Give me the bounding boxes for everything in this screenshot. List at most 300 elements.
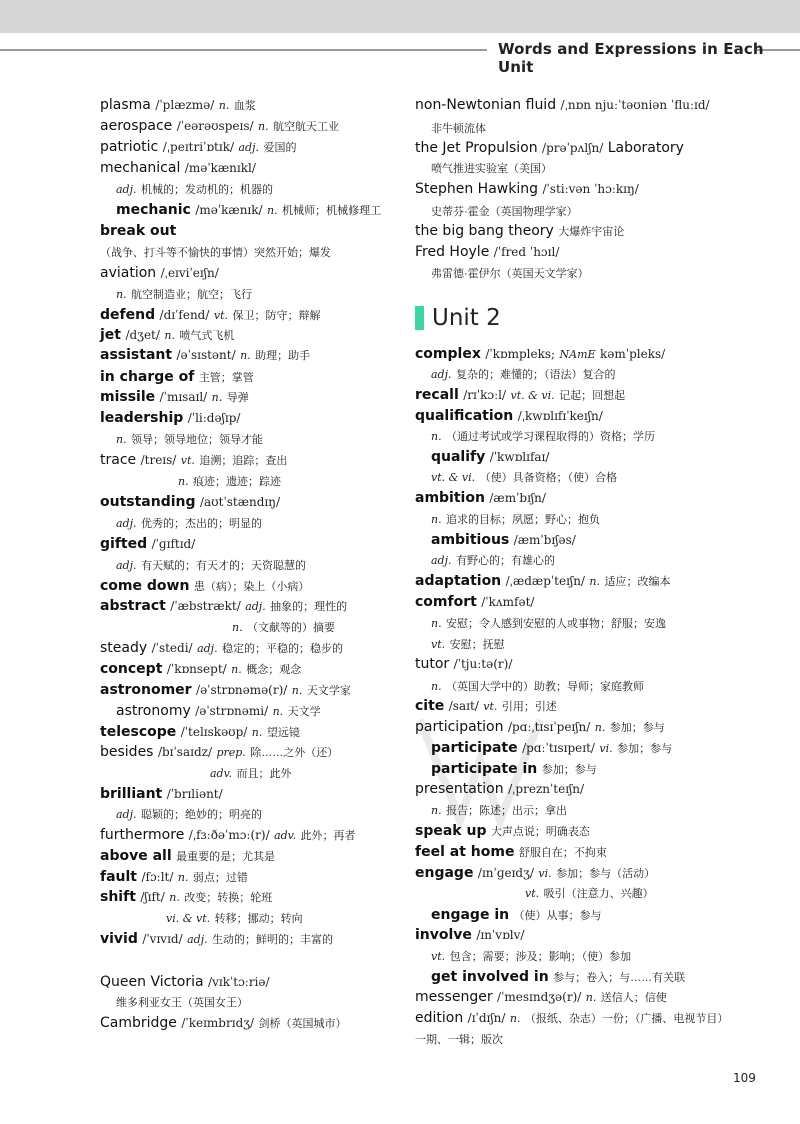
part-of-speech: adj. — [431, 368, 452, 381]
phonetic: /ɪnˈvɒlv/ — [476, 928, 525, 942]
entry-row — [415, 656, 512, 672]
header-rule — [0, 49, 487, 51]
part-of-speech: n. — [431, 430, 442, 443]
part-of-speech: adj. — [116, 183, 137, 196]
definition: 弗雷德·霍伊尔（英国天文学家） — [431, 268, 589, 280]
definition: 弱点；过错 — [192, 872, 248, 884]
headword: missile — [100, 389, 156, 405]
entry-row — [100, 265, 219, 281]
part-of-speech: n. — [218, 99, 230, 112]
definition: 望远镜 — [266, 727, 300, 739]
entry-row — [100, 869, 248, 885]
definition: 引用；引述 — [501, 701, 557, 713]
definition: 喷气式飞机 — [179, 330, 235, 342]
headword-continued: Laboratory — [607, 140, 684, 156]
definition: 参加；参与（活动） — [556, 868, 656, 880]
entry-row — [100, 369, 254, 385]
definition: 此外；再者 — [300, 830, 356, 842]
phonetic: /prəˈpʌlʃn/ — [542, 141, 604, 155]
entry-row — [100, 598, 347, 614]
headword: break out — [100, 223, 177, 239]
sense-row — [100, 244, 331, 260]
definition: 领导；领导地位；领导才能 — [131, 434, 264, 446]
headword: abstract — [100, 598, 166, 614]
entry-row — [415, 140, 684, 156]
headword: trace — [100, 452, 137, 468]
part-of-speech: n. — [251, 726, 263, 739]
definition: 吸引（注意力、兴趣） — [543, 888, 654, 900]
headword: comfort — [415, 594, 477, 610]
watermark-logo — [400, 700, 560, 840]
entry-row — [100, 744, 338, 760]
phonetic: /ˈkwɒlɪfaɪ/ — [489, 450, 550, 464]
definition: 改变；转换；轮班 — [184, 892, 273, 904]
part-of-speech: vi. — [538, 867, 552, 880]
headword: edition — [415, 1010, 464, 1026]
sense-row — [166, 910, 303, 926]
part-of-speech: vt. — [431, 638, 446, 651]
headword: adaptation — [415, 573, 502, 589]
entry-row — [100, 889, 272, 905]
headword: recall — [415, 387, 459, 403]
headword: qualification — [415, 408, 514, 424]
phonetic: kəmˈpleks/ — [600, 347, 666, 361]
phonetic: /ˈliːdəʃɪp/ — [187, 411, 241, 425]
definition: （战争、打斗等不愉快的事情）突然开始；爆发 — [100, 247, 331, 259]
definition: （英国大学中的）助教；导师；家庭教师 — [446, 681, 645, 693]
entry-row — [415, 97, 710, 113]
headword: qualify — [431, 449, 486, 465]
part-of-speech: n. — [589, 575, 601, 588]
phonetic: /ˈkɒmpleks; — [485, 347, 556, 361]
headword: non-Newtonian fluid — [415, 97, 557, 113]
headword: besides — [100, 744, 154, 760]
definition: 稳定的；平稳的；稳步的 — [222, 643, 344, 655]
part-of-speech: vt. & vi. — [510, 389, 555, 402]
headword: mechanical — [100, 160, 181, 176]
part-of-speech: vt. — [213, 309, 228, 322]
phonetic: /pɑːˌtɪsɪˈpeɪʃn/ — [507, 720, 591, 734]
phonetic: /ˌædæpˈteɪʃn/ — [505, 574, 585, 588]
phonetic: /ˈæbstrækt/ — [170, 599, 241, 613]
entry-row — [100, 661, 301, 677]
phonetic: /ˌfɜːðəˈmɔː(r)/ — [188, 828, 270, 842]
headword: mechanic — [116, 202, 191, 218]
headword: leadership — [100, 410, 184, 426]
definition: 而且；此外 — [236, 768, 292, 780]
phonetic: /əˈstrɒnəmi/ — [195, 704, 269, 718]
sense-row — [525, 885, 654, 901]
entry-row — [100, 223, 176, 239]
definition: 史蒂芬·霍金（英国物理学家） — [431, 206, 578, 218]
part-of-speech: vi. — [599, 742, 613, 755]
definition: 优秀的；杰出的；明显的 — [140, 518, 262, 530]
entry-row — [415, 346, 665, 362]
definition: 航空制造业；航空；飞行 — [131, 289, 253, 301]
entry-row — [415, 408, 603, 424]
part-of-speech: n. — [116, 288, 127, 301]
part-of-speech: n. — [267, 204, 278, 217]
phonetic: /rɪˈkɔːl/ — [463, 388, 507, 402]
definition: 安慰；抚慰 — [449, 639, 505, 651]
sense-row — [431, 160, 552, 176]
phonetic: /ˈstiːvən ˈhɔːkɪŋ/ — [542, 182, 639, 196]
phonetic: /ˈmesɪndʒə(r)/ — [497, 990, 582, 1004]
entry-row — [100, 827, 356, 843]
top-gray-band — [0, 0, 800, 33]
entry-row — [100, 410, 240, 426]
phonetic: /ˈkeɪmbrɪdʒ/ — [181, 1016, 255, 1030]
definition: 追求的目标；夙愿；野心；抱负 — [446, 514, 601, 526]
part-of-speech: vt. — [525, 887, 540, 900]
phonetic: /ˈvɪvɪd/ — [142, 932, 183, 946]
headword: patriotic — [100, 139, 159, 155]
definition: 概念；观念 — [246, 664, 302, 676]
phonetic: /dɪˈfend/ — [159, 308, 210, 322]
page-number: 109 — [733, 1071, 756, 1085]
entry-row — [100, 578, 309, 594]
sense-row — [431, 511, 600, 527]
sense-row — [116, 557, 306, 573]
headword: vivid — [100, 931, 138, 947]
entry-row — [100, 848, 275, 864]
phonetic: /ˈmɪsaɪl/ — [159, 390, 208, 404]
headword: cite — [415, 698, 445, 714]
entry-row — [100, 389, 249, 405]
definition: 喷气推进实验室（美国） — [431, 163, 552, 175]
phonetic: /ɪˈdɪʃn/ — [467, 1011, 506, 1025]
headword: participation — [415, 719, 504, 735]
definition: 复杂的；难懂的；（语法）复合的 — [455, 369, 616, 381]
part-of-speech: n. — [509, 1012, 521, 1025]
definition: 转移；挪动；转向 — [214, 913, 303, 925]
phonetic: /æmˈbɪʃn/ — [489, 491, 546, 505]
entry-row — [431, 532, 576, 548]
definition: 血浆 — [233, 100, 256, 112]
part-of-speech: adj. — [197, 642, 218, 655]
part-of-speech: vt. — [180, 454, 195, 467]
sense-row — [116, 515, 262, 531]
headword: engage in — [431, 907, 510, 923]
sense-row — [431, 428, 655, 444]
phonetic: /ˈstedi/ — [151, 641, 193, 655]
part-of-speech: adj. — [245, 600, 266, 613]
headword: aerospace — [100, 118, 173, 134]
entry-row — [415, 989, 667, 1005]
definition: 聪颖的；绝妙的；明亮的 — [140, 809, 262, 821]
phonetic: /aʊtˈstændɪŋ/ — [199, 495, 281, 509]
part-of-speech: n. — [116, 433, 127, 446]
definition: 大声点说；明确表态 — [490, 826, 590, 838]
sense-row — [431, 203, 578, 219]
part-of-speech: n. — [169, 891, 180, 904]
definition: 包含；需要；涉及；影响；（使）参加 — [449, 951, 632, 963]
headword: above all — [100, 848, 172, 864]
entry-row — [100, 494, 280, 510]
part-of-speech: n. — [585, 991, 597, 1004]
definition: 痕迹；遗迹；踪迹 — [193, 476, 282, 488]
part-of-speech: vt. & vi. — [431, 471, 476, 484]
entry-row — [431, 449, 549, 465]
definition: 最重要的是；尤其是 — [176, 851, 276, 863]
headword: involve — [415, 927, 472, 943]
definition: 适应；改编本 — [604, 576, 671, 588]
sense-row — [415, 1031, 503, 1047]
headword: steady — [100, 640, 148, 656]
definition: 参加；参与 — [609, 722, 665, 734]
sense-row — [431, 636, 505, 652]
part-of-speech: adj. — [238, 141, 259, 154]
entry-row — [100, 307, 320, 323]
phonetic: /ˌeɪviˈeɪʃn/ — [160, 266, 219, 280]
sense-row — [178, 473, 281, 489]
headword: furthermore — [100, 827, 185, 843]
part-of-speech: n. — [431, 617, 442, 630]
phonetic: /æmˈbɪʃəs/ — [513, 533, 576, 547]
definition: 有野心的；有雄心的 — [455, 555, 555, 567]
part-of-speech: adv. — [274, 829, 297, 842]
headword: come down — [100, 578, 190, 594]
part-of-speech: adj. — [187, 933, 208, 946]
phonetic: /ˌpeɪtriˈɒtɪk/ — [162, 140, 235, 154]
entry-row — [100, 118, 339, 134]
headword: in charge of — [100, 369, 195, 385]
entry-row — [116, 703, 321, 719]
phonetic: /ˈɡɪftɪd/ — [151, 537, 196, 551]
sense-row — [116, 806, 262, 822]
sense-row — [116, 286, 252, 302]
headword: brilliant — [100, 786, 163, 802]
entry-row — [431, 907, 602, 923]
entry-row — [100, 931, 333, 947]
definition: 报告；陈述；出示；拿出 — [446, 805, 568, 817]
headword: fault — [100, 869, 137, 885]
definition: 患（病）；染上（小病） — [193, 581, 310, 593]
phonetic-variant-label: NAmE — [559, 348, 596, 361]
definition: （文献等的）摘要 — [247, 622, 336, 634]
definition: 抽象的；理性的 — [270, 601, 348, 613]
headword: the big bang theory — [415, 223, 554, 239]
part-of-speech: n. — [232, 621, 243, 634]
headword: Cambridge — [100, 1015, 177, 1031]
entry-row — [100, 1015, 347, 1031]
sense-row — [232, 619, 335, 635]
running-header-title: Words and Expressions in Each Unit — [498, 40, 764, 76]
headword: participate in — [431, 761, 538, 777]
part-of-speech: adj. — [116, 559, 137, 572]
headword: gifted — [100, 536, 148, 552]
phonetic: /ˈplæzmə/ — [155, 98, 215, 112]
sense-row — [431, 469, 617, 485]
phonetic: /əˈstrɒnəmə(r)/ — [196, 683, 288, 697]
headword: shift — [100, 889, 136, 905]
definition: （使）具备资格；（使）合格 — [479, 472, 618, 484]
entry-row — [415, 927, 524, 943]
entry-row — [415, 594, 534, 610]
entry-row — [415, 244, 559, 260]
headword: Fred Hoyle — [415, 244, 490, 260]
headword: participate — [431, 740, 518, 756]
headword: the Jet Propulsion — [415, 140, 538, 156]
definition: 参加；参与 — [541, 764, 597, 776]
phonetic: /ˈtjuːtə(r)/ — [453, 657, 513, 671]
phonetic: /ˌpreznˈteɪʃn/ — [508, 782, 585, 796]
phonetic: /dʒet/ — [125, 328, 160, 342]
headword: complex — [415, 346, 481, 362]
entry-row — [415, 181, 639, 197]
headword: engage — [415, 865, 474, 881]
part-of-speech: n. — [258, 120, 269, 133]
part-of-speech: n. — [431, 513, 442, 526]
definition: 大爆炸宇宙论 — [558, 226, 625, 238]
part-of-speech: adv. — [210, 767, 233, 780]
definition: 机械的；发动机的；机器的 — [140, 184, 273, 196]
sense-row — [431, 615, 666, 631]
headword: speak up — [415, 823, 487, 839]
phonetic: /ɪnˈɡeɪdʒ/ — [477, 866, 534, 880]
headword: tutor — [415, 656, 450, 672]
part-of-speech: n. — [164, 329, 175, 342]
entry-row — [415, 223, 624, 239]
entry-row — [100, 974, 270, 990]
phonetic: /ˈeərəʊspeɪs/ — [176, 119, 254, 133]
headword: aviation — [100, 265, 157, 281]
phonetic: /vɪkˈtɔːriə/ — [208, 975, 270, 989]
definition: （使）从事；参与 — [513, 910, 602, 922]
entry-row — [100, 786, 223, 802]
part-of-speech: n. — [178, 475, 189, 488]
part-of-speech: n. — [272, 705, 284, 718]
part-of-speech: adj. — [116, 517, 137, 530]
entry-row — [415, 573, 670, 589]
sense-row — [116, 431, 263, 447]
phonetic: /saɪt/ — [448, 699, 479, 713]
sense-row — [431, 948, 631, 964]
entry-row — [116, 202, 381, 218]
headword: Stephen Hawking — [415, 181, 538, 197]
definition: （报纸、杂志）一份；（广播、电视节目） — [524, 1013, 729, 1025]
entry-row — [100, 682, 351, 698]
entry-row — [100, 97, 256, 113]
phonetic: /məˈkænɪk/ — [195, 203, 263, 217]
definition: 主管；掌管 — [198, 372, 254, 384]
phonetic: /ʃɪft/ — [140, 890, 165, 904]
definition: 剑桥（英国城市） — [258, 1018, 347, 1030]
definition: 记起；回想起 — [559, 390, 626, 402]
entry-row — [100, 139, 296, 155]
headword: feel at home — [415, 844, 515, 860]
definition: 保卫；防守；辩解 — [232, 310, 321, 322]
part-of-speech: n. — [291, 684, 303, 697]
headword: defend — [100, 307, 156, 323]
headword: assistant — [100, 347, 173, 363]
headword: presentation — [415, 781, 504, 797]
part-of-speech: vi. & vt. — [166, 912, 211, 925]
part-of-speech: adj. — [431, 554, 452, 567]
sense-row — [431, 120, 486, 136]
entry-row — [100, 452, 287, 468]
entry-row — [100, 536, 195, 552]
part-of-speech: vt. — [431, 950, 446, 963]
entry-row — [100, 160, 256, 176]
definition: 参加；参与 — [617, 743, 673, 755]
phonetic: /ˈbrɪliənt/ — [166, 787, 223, 801]
headword: ambition — [415, 490, 485, 506]
definition: 安慰；令人感到安慰的人或事物；舒服；安逸 — [446, 618, 667, 630]
entry-row — [415, 387, 625, 403]
entry-row — [415, 844, 607, 860]
entry-row — [415, 865, 655, 881]
part-of-speech: n. — [177, 871, 189, 884]
sense-row — [116, 994, 248, 1010]
definition: 一期、一辑；版次 — [415, 1034, 503, 1046]
phonetic: /ˈtelɪskəʊp/ — [180, 725, 248, 739]
part-of-speech: n. — [231, 663, 242, 676]
phonetic: /məˈkænɪkl/ — [184, 161, 256, 175]
headword: messenger — [415, 989, 493, 1005]
headword: ambitious — [431, 532, 510, 548]
definition: 送信人；信使 — [600, 992, 667, 1004]
definition: 天文学家 — [306, 685, 351, 697]
part-of-speech: prep. — [216, 746, 246, 759]
entry-row — [431, 969, 685, 985]
phonetic: /fɔːlt/ — [141, 870, 174, 884]
phonetic: /ˈfred ˈhɔɪl/ — [493, 245, 560, 259]
unit-title: Unit 2 — [432, 305, 501, 331]
headword: telescope — [100, 724, 177, 740]
definition: 航空航天工业 — [273, 121, 340, 133]
phonetic: /ˌkwɒlɪfɪˈkeɪʃn/ — [517, 409, 603, 423]
phonetic: /bɪˈsaɪdz/ — [157, 745, 212, 759]
sense-row — [431, 552, 555, 568]
phonetic: /ˈkʌmfət/ — [481, 595, 535, 609]
definition: 除……之外（还） — [250, 747, 339, 759]
part-of-speech: vt. — [483, 700, 498, 713]
definition: （通过考试或学习课程取得的）资格；学历 — [446, 431, 656, 443]
entry-row — [415, 490, 546, 506]
definition: 天文学 — [287, 706, 321, 718]
headword: Queen Victoria — [100, 974, 204, 990]
sense-row — [116, 181, 273, 197]
part-of-speech: n. — [431, 804, 442, 817]
headword: concept — [100, 661, 163, 677]
phonetic: /ˈkɒnsept/ — [166, 662, 227, 676]
entry-row — [100, 640, 343, 656]
sense-row — [431, 265, 589, 281]
definition: 机械师；机械修理工 — [282, 205, 382, 217]
headword: jet — [100, 327, 121, 343]
definition: 维多利亚女王（英国女王） — [116, 997, 248, 1009]
definition: 导弹 — [226, 392, 249, 404]
unit-marker-bar — [415, 306, 424, 330]
sense-row — [431, 678, 644, 694]
headword: astronomy — [116, 703, 191, 719]
definition: 非牛顿流体 — [431, 123, 486, 135]
headword: plasma — [100, 97, 151, 113]
definition: 生动的；鲜明的；丰富的 — [212, 934, 334, 946]
definition: 追溯；追踪；查出 — [199, 455, 288, 467]
phonetic: /əˈsɪstənt/ — [176, 348, 236, 362]
definition: 爱国的 — [263, 142, 297, 154]
entry-row — [100, 724, 300, 740]
part-of-speech: n. — [594, 721, 606, 734]
entry-row — [100, 327, 234, 343]
entry-row — [415, 1010, 728, 1026]
entry-row — [100, 347, 310, 363]
definition: 助理；助手 — [255, 350, 311, 362]
headword: astronomer — [100, 682, 192, 698]
sense-row — [431, 366, 615, 382]
